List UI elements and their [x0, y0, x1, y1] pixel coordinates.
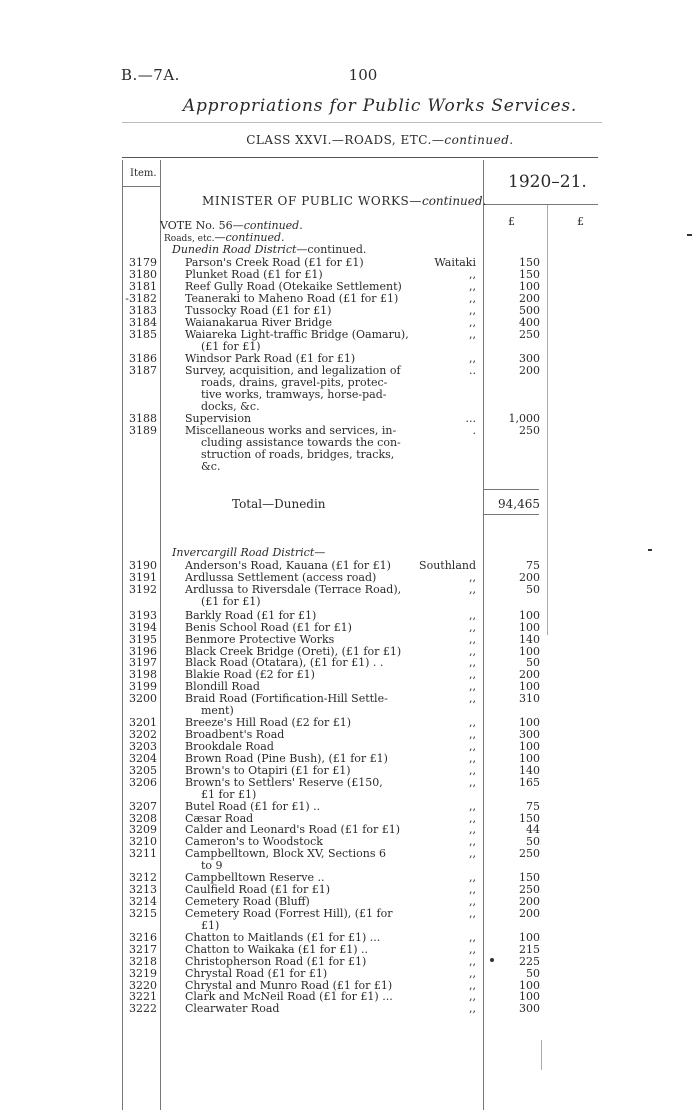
item-amount: 400 — [519, 316, 540, 329]
item-number: 3221 — [129, 990, 157, 1004]
item-number: 3220 — [129, 978, 157, 992]
item-district: ,, — [469, 656, 476, 670]
item-number: 3180 — [129, 268, 157, 281]
item-description: Calder and Leonard's Road (£1 for £1) — [185, 823, 401, 837]
item-description: Brookdale Road — [185, 739, 274, 753]
table-row — [0, 824, 700, 836]
item-district: ,, — [469, 268, 476, 281]
item-description: Campbelltown Reserve .. — [185, 871, 325, 885]
item-amount: 165 — [519, 775, 540, 789]
year-header-rule — [483, 204, 598, 205]
item-district: ,, — [469, 716, 476, 730]
table-row-continuation — [0, 401, 700, 413]
item-description: Breeze's Hill Road (£2 for £1) — [185, 716, 351, 730]
item-description-continued: (£1 for £1) — [201, 594, 261, 608]
item-description: Barkly Road (£1 for £1) — [185, 608, 317, 622]
item-description: Anderson's Road, Kauana (£1 for £1) — [185, 559, 391, 572]
class-heading-main: CLASS XXVI.—ROADS, ETC.— — [246, 133, 445, 147]
item-description: Chrystal and Munro Road (£1 for £1) — [185, 978, 393, 992]
item-description: Chrystal Road (£1 for £1) — [185, 966, 328, 980]
item-number: 3208 — [129, 811, 157, 825]
dunedin-heading-italic: Dunedin Road District — [172, 243, 297, 256]
item-district: ,, — [469, 570, 476, 584]
table-row — [0, 634, 700, 646]
item-amount: 150 — [519, 268, 540, 281]
item-number: 3201 — [129, 716, 157, 730]
item-district: ,, — [469, 728, 476, 742]
dunedin-heading-text — [172, 244, 366, 256]
item-number: 3204 — [129, 751, 157, 765]
invercargill-heading-italic: Invercargill Road District— — [172, 546, 326, 559]
table-row — [0, 257, 700, 269]
item-amount: 150 — [519, 256, 540, 269]
item-amount: 140 — [519, 632, 540, 646]
item-number: 3209 — [129, 823, 157, 837]
table-row-continuation — [0, 461, 700, 473]
item-number: 3211 — [129, 847, 157, 861]
item-district: ,, — [469, 906, 476, 920]
item-number: 3218 — [129, 954, 157, 968]
item-description: Reef Gully Road (Otekaike Settlement) — [185, 280, 402, 293]
table-row — [0, 293, 700, 305]
item-number: 3199 — [129, 680, 157, 694]
item-amount: 100 — [519, 751, 540, 765]
item-description: Campbelltown, Block XV, Sections 6 — [185, 847, 386, 861]
table-row — [0, 872, 700, 884]
table-row — [0, 305, 700, 317]
item-description: Chatton to Waikaka (£1 for £1) .. — [185, 942, 369, 956]
item-number: 3213 — [129, 883, 157, 897]
item-description-continued: tive works, tramways, horse-pad- — [201, 388, 387, 401]
item-district: ,, — [469, 739, 476, 753]
item-number: -3182 — [125, 292, 157, 305]
item-district: ,, — [469, 811, 476, 825]
item-description-continued: roads, drains, gravel-pits, protec- — [201, 376, 388, 389]
item-number: 3189 — [129, 424, 157, 437]
item-amount: 100 — [519, 930, 540, 944]
item-district: ,, — [469, 328, 476, 341]
total-dunedin-amount: 94,465 — [498, 497, 540, 511]
amount-column-divider-lower — [541, 1040, 542, 1070]
total-dunedin-label: Total—Dunedin — [232, 497, 326, 511]
item-district: ,, — [469, 883, 476, 897]
vote-heading — [0, 220, 700, 232]
item-amount: 215 — [519, 942, 540, 956]
table-top-rule — [122, 157, 598, 158]
item-number: 3186 — [129, 352, 157, 365]
item-district: ,, — [469, 316, 476, 329]
item-description: Caulfield Road (£1 for £1) — [185, 883, 331, 897]
item-district: ,, — [469, 352, 476, 365]
margin-mark — [687, 234, 692, 236]
item-description: Survey, acquisition, and legalization of — [185, 364, 401, 377]
item-amount: 50 — [526, 835, 540, 849]
item-amount: 300 — [519, 352, 540, 365]
total-top-rule — [483, 489, 539, 490]
item-number: 3219 — [129, 966, 157, 980]
item-district: ,, — [469, 847, 476, 861]
item-number: 3194 — [129, 620, 157, 634]
item-amount: 100 — [519, 280, 540, 293]
item-number: 3222 — [129, 1002, 157, 1016]
item-amount: 200 — [519, 668, 540, 682]
item-number: 3179 — [129, 256, 157, 269]
margin-mark — [648, 549, 652, 551]
item-district: ,, — [469, 692, 476, 706]
page-number: 100 — [348, 66, 378, 84]
item-district: ,, — [469, 930, 476, 944]
item-district: ,, — [469, 608, 476, 622]
item-amount: 100 — [519, 608, 540, 622]
table-row — [0, 848, 700, 860]
table-row — [0, 610, 700, 622]
item-number: 3185 — [129, 328, 157, 341]
item-amount: 1,000 — [508, 412, 540, 425]
table-row — [0, 884, 700, 896]
table-row — [0, 765, 700, 777]
item-amount: 300 — [519, 728, 540, 742]
table-row — [0, 991, 700, 1003]
item-amount: 75 — [526, 559, 540, 572]
item-district: ,, — [469, 895, 476, 909]
item-description: Ardlussa Settlement (access road) — [185, 570, 377, 584]
table-row — [0, 956, 700, 968]
item-district: ,, — [469, 978, 476, 992]
item-description: Brown's to Otapiri (£1 for £1) — [185, 763, 351, 777]
item-number: 3193 — [129, 608, 157, 622]
item-description: Butel Road (£1 for £1) .. — [185, 799, 321, 813]
item-number: 3195 — [129, 632, 157, 646]
item-district: ,, — [469, 751, 476, 765]
table-row — [0, 908, 700, 920]
minister-heading-main: MINISTER OF PUBLIC WORKS— — [202, 194, 422, 208]
item-amount: 100 — [519, 620, 540, 634]
item-district: ,, — [469, 763, 476, 777]
item-district: ,, — [469, 292, 476, 305]
item-number: 3197 — [129, 656, 157, 670]
item-district: ,, — [469, 823, 476, 837]
item-amount: 100 — [519, 716, 540, 730]
item-description: Windsor Park Road (£1 for £1) — [185, 352, 356, 365]
title-rule — [122, 122, 602, 123]
item-number: 3205 — [129, 763, 157, 777]
item-number: 3216 — [129, 930, 157, 944]
item-amount: 50 — [526, 966, 540, 980]
item-amount: 200 — [519, 895, 540, 909]
item-amount: 200 — [519, 570, 540, 584]
item-amount: 44 — [526, 823, 540, 837]
minister-heading-cont: continued. — [421, 194, 487, 208]
item-description: Parson's Creek Road (£1 for £1) — [185, 256, 364, 269]
item-description: Brown's to Settlers' Reserve (£150, — [185, 775, 383, 789]
item-amount: 200 — [519, 292, 540, 305]
item-description: Brown Road (Pine Bush), (£1 for £1) — [185, 751, 388, 765]
item-description: Cemetery Road (Forrest Hill), (£1 for — [185, 906, 393, 920]
item-description: Clark and McNeil Road (£1 for £1) ... — [185, 990, 393, 1004]
item-description: Christopherson Road (£1 for £1) — [185, 954, 367, 968]
item-column-header: Item. — [130, 168, 157, 179]
vote-title-cont: continued. — [243, 219, 303, 232]
item-number: 3196 — [129, 644, 157, 658]
item-description: Benis School Road (£1 for £1) — [185, 620, 352, 634]
table-row — [0, 944, 700, 956]
item-number: 3215 — [129, 906, 157, 920]
table-row — [0, 622, 700, 634]
item-district: ... — [465, 412, 476, 425]
year-column-header: 1920–21. — [508, 172, 587, 192]
vote-subtitle-cont: —continued. — [214, 231, 285, 244]
item-district: ,, — [469, 304, 476, 317]
item-number: 3202 — [129, 728, 157, 742]
item-number: 3181 — [129, 280, 157, 293]
item-description: Waianakarua River Bridge — [185, 316, 332, 329]
item-district: Southland — [419, 559, 476, 572]
item-amount: 100 — [519, 739, 540, 753]
item-district: ,, — [469, 871, 476, 885]
item-district: ,, — [469, 1002, 476, 1016]
item-description-continued: £1) — [201, 918, 220, 932]
item-number: 3188 — [129, 412, 157, 425]
table-row — [0, 968, 700, 980]
item-description-continued: cluding assistance towards the con- — [201, 436, 401, 449]
item-amount: 500 — [519, 304, 540, 317]
item-description: Benmore Protective Works — [185, 632, 335, 646]
item-description-continued: to 9 — [201, 859, 223, 873]
item-description: Ardlussa to Riversdale (Terrace Road), — [185, 582, 402, 596]
invercargill-heading — [0, 547, 700, 559]
pound-symbol-column-1: £ — [508, 215, 515, 228]
table-row — [0, 801, 700, 813]
table-row — [0, 693, 700, 705]
item-amount: 100 — [519, 680, 540, 694]
item-number: 3187 — [129, 364, 157, 377]
item-description-continued: docks, &c. — [201, 400, 260, 413]
item-amount: 150 — [519, 871, 540, 885]
class-heading — [150, 133, 610, 147]
item-district: ,, — [469, 582, 476, 596]
item-district: Waitaki — [434, 256, 476, 269]
item-amount: 300 — [519, 1002, 540, 1016]
ink-dot — [490, 958, 494, 962]
item-description: Chatton to Maitlands (£1 for £1) ... — [185, 930, 381, 944]
item-district: ,, — [469, 954, 476, 968]
table-row — [0, 657, 700, 669]
item-amount: 200 — [519, 906, 540, 920]
item-amount: 250 — [519, 883, 540, 897]
item-amount: 150 — [519, 811, 540, 825]
item-description: Plunket Road (£1 for £1) — [185, 268, 323, 281]
item-number: 3198 — [129, 668, 157, 682]
item-amount: 250 — [519, 328, 540, 341]
item-description-continued: ment) — [201, 704, 234, 718]
item-number: 3206 — [129, 775, 157, 789]
item-description: Black Road (Otatara), (£1 for £1) . . — [185, 656, 384, 670]
item-district: ,, — [469, 632, 476, 646]
item-number: 3203 — [129, 739, 157, 753]
table-row-continuation — [0, 449, 700, 461]
item-description: Clearwater Road — [185, 1002, 280, 1016]
vote-title-main: VOTE No. 56— — [160, 219, 244, 232]
item-description: Waiareka Light-traffic Bridge (Oamaru), — [185, 328, 409, 341]
minister-heading — [202, 194, 486, 208]
item-amount: 50 — [526, 582, 540, 596]
item-description: Broadbent's Road — [185, 728, 285, 742]
class-heading-cont: continued. — [444, 133, 514, 147]
item-amount: 225 — [519, 954, 540, 968]
item-amount: 250 — [519, 847, 540, 861]
item-district: ,, — [469, 835, 476, 849]
item-amount: 200 — [519, 364, 540, 377]
item-number: 3183 — [129, 304, 157, 317]
item-number: 3190 — [129, 559, 157, 572]
item-amount: 100 — [519, 978, 540, 992]
item-district: ,, — [469, 942, 476, 956]
pound-symbol-column-2: £ — [577, 215, 584, 228]
item-district: ,, — [469, 644, 476, 658]
table-row — [0, 329, 700, 341]
item-description: Tussocky Road (£1 for £1) — [185, 304, 332, 317]
item-number: 3212 — [129, 871, 157, 885]
item-district: .. — [469, 364, 476, 377]
item-number: 3184 — [129, 316, 157, 329]
item-description: Black Creek Bridge (Oreti), (£1 for £1) — [185, 644, 402, 658]
item-district: . — [472, 424, 476, 437]
table-row-continuation — [0, 389, 700, 401]
table-row — [0, 584, 700, 596]
item-amount: 250 — [519, 424, 540, 437]
item-description: Braid Road (Fortification-Hill Settle- — [185, 692, 388, 706]
item-amount: 100 — [519, 990, 540, 1004]
item-amount: 50 — [526, 656, 540, 670]
total-bottom-rule — [483, 514, 539, 515]
dunedin-heading — [0, 244, 700, 256]
item-district: ,, — [469, 680, 476, 694]
item-district: ,, — [469, 668, 476, 682]
item-district: ,, — [469, 775, 476, 789]
item-amount: 140 — [519, 763, 540, 777]
table-row-continuation — [0, 596, 700, 608]
item-description-continued: struction of roads, bridges, tracks, — [201, 448, 395, 461]
item-district: ,, — [469, 966, 476, 980]
invercargill-heading-text — [172, 547, 325, 559]
item-description: Cemetery Road (Bluff) — [185, 895, 310, 909]
item-description: Blakie Road (£2 for £1) — [185, 668, 315, 682]
item-number: 3200 — [129, 692, 157, 706]
item-district: ,, — [469, 280, 476, 293]
item-description: Miscellaneous works and services, in- — [185, 424, 397, 437]
table-row — [0, 777, 700, 789]
page-title: Appropriations for Public Works Services. — [182, 96, 578, 116]
vote-subtitle-caps: Roads, etc. — [164, 234, 215, 244]
item-number: 3192 — [129, 582, 157, 596]
item-description: Teaneraki to Maheno Road (£1 for £1) — [185, 292, 399, 305]
item-number: 3210 — [129, 835, 157, 849]
item-number: 3207 — [129, 799, 157, 813]
table-row-continuation — [0, 860, 700, 872]
table-row-continuation — [0, 789, 700, 801]
item-description-continued: &c. — [201, 460, 221, 473]
item-amount: 310 — [519, 692, 540, 706]
item-district: ,, — [469, 990, 476, 1004]
item-description: Blondill Road — [185, 680, 260, 694]
item-number: 3214 — [129, 895, 157, 909]
item-description: Supervision — [185, 412, 252, 425]
item-description-continued: £1 for £1) — [201, 787, 257, 801]
table-row — [0, 717, 700, 729]
item-description-continued: (£1 for £1) — [201, 340, 261, 353]
dunedin-heading-cont: —continued. — [296, 243, 367, 256]
item-amount: 100 — [519, 644, 540, 658]
item-header-rule — [122, 186, 160, 187]
item-description: Cæsar Road — [185, 811, 254, 825]
item-number: 3217 — [129, 942, 157, 956]
item-amount: 75 — [526, 799, 540, 813]
table-row — [0, 669, 700, 681]
item-number: 3191 — [129, 570, 157, 584]
table-row — [0, 729, 700, 741]
item-description: Cameron's to Woodstock — [185, 835, 323, 849]
table-row — [0, 1003, 700, 1015]
document-reference: B.—7A. — [121, 66, 180, 84]
item-district: ,, — [469, 620, 476, 634]
item-district: ,, — [469, 799, 476, 813]
